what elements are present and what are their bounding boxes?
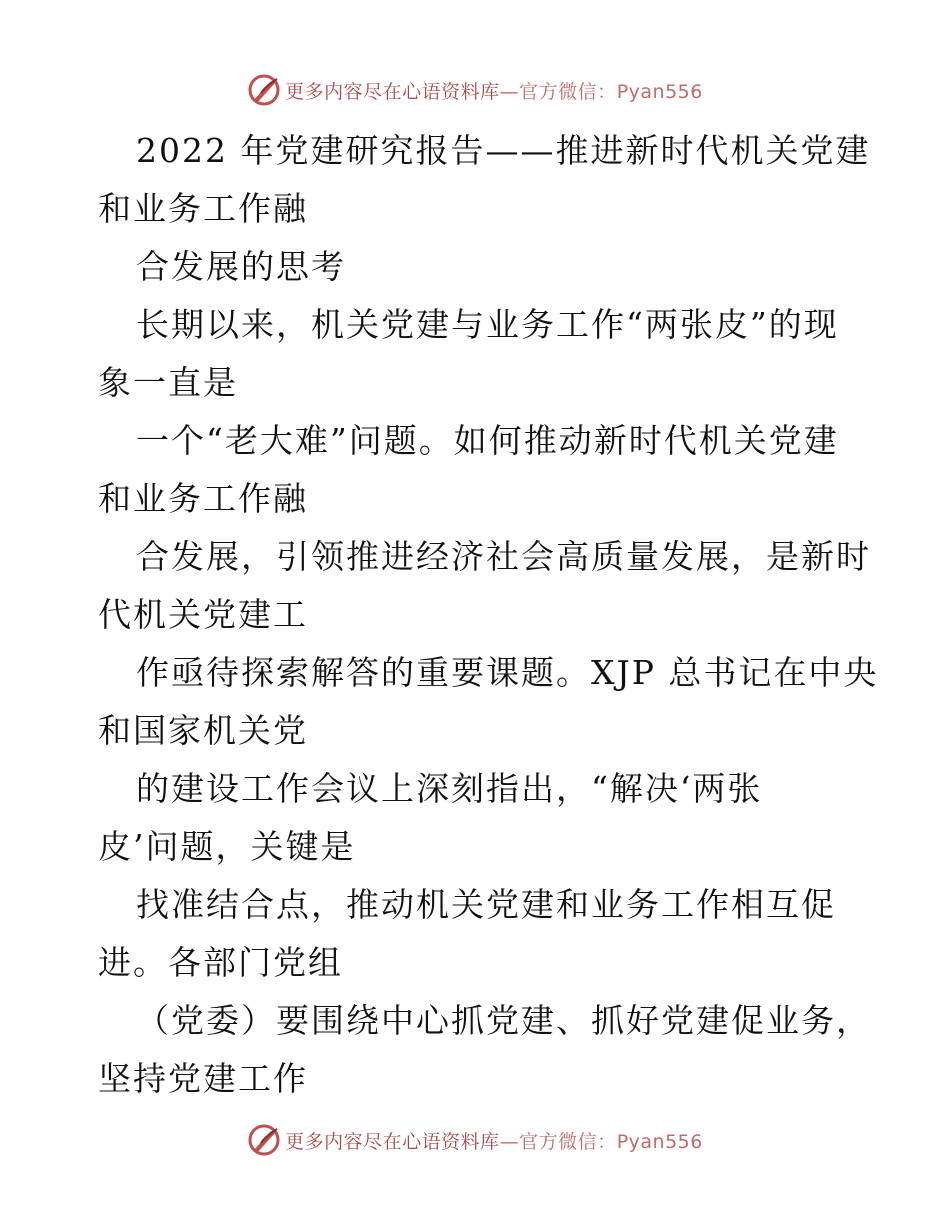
header-banner-sep: — xyxy=(499,80,520,103)
doc-line: 象一直是 xyxy=(98,363,238,402)
doc-line: 进。各部门党组 xyxy=(98,943,343,982)
footer-banner-main: 更多内容尽在心语资料库 xyxy=(285,1130,500,1153)
doc-line: 作亟待探索解答的重要课题。XJP 总书记在中央 xyxy=(136,653,879,692)
footer-banner-wechat-id: Pyan556 xyxy=(616,1130,703,1153)
doc-line: 皮’问题，关键是 xyxy=(98,827,356,866)
quill-pen-logo-icon xyxy=(247,73,281,107)
doc-line: 2022 年党建研究报告——推进新时代机关党建 xyxy=(136,131,871,170)
doc-line: （党委）要围绕中心抓党建、抓好党建促业务， xyxy=(136,1001,871,1040)
footer-banner-label: 官方微信： xyxy=(519,1130,617,1153)
header-banner-label: 官方微信： xyxy=(519,80,617,103)
doc-line: 代机关党建工 xyxy=(98,595,308,634)
doc-line: 找准结合点，推动机关党建和业务工作相互促 xyxy=(136,885,836,924)
header-banner-text xyxy=(285,77,703,104)
header-banner-main: 更多内容尽在心语资料库 xyxy=(285,80,500,103)
footer-banner xyxy=(0,1118,950,1162)
header-banner-wechat-id: Pyan556 xyxy=(616,80,703,103)
quill-pen-logo-icon xyxy=(247,1123,281,1157)
header-banner xyxy=(0,68,950,112)
doc-line: 一个“老大难”问题。如何推动新时代机关党建 xyxy=(136,421,839,460)
footer-banner-sep: — xyxy=(499,1130,520,1153)
doc-line: 合发展的思考 xyxy=(136,247,346,286)
doc-line: 和业务工作融 xyxy=(98,479,308,518)
document-body xyxy=(98,122,878,1108)
doc-line: 坚持党建工作 xyxy=(98,1059,308,1098)
doc-line: 和业务工作融 xyxy=(98,189,308,228)
doc-line: 合发展，引领推进经济社会高质量发展，是新时 xyxy=(136,537,871,576)
doc-line: 的建设工作会议上深刻指出，“解决‘两张 xyxy=(136,769,763,808)
footer-banner-text xyxy=(285,1127,703,1154)
doc-line: 和国家机关党 xyxy=(98,711,308,750)
doc-line: 长期以来，机关党建与业务工作“两张皮”的现 xyxy=(136,305,839,344)
